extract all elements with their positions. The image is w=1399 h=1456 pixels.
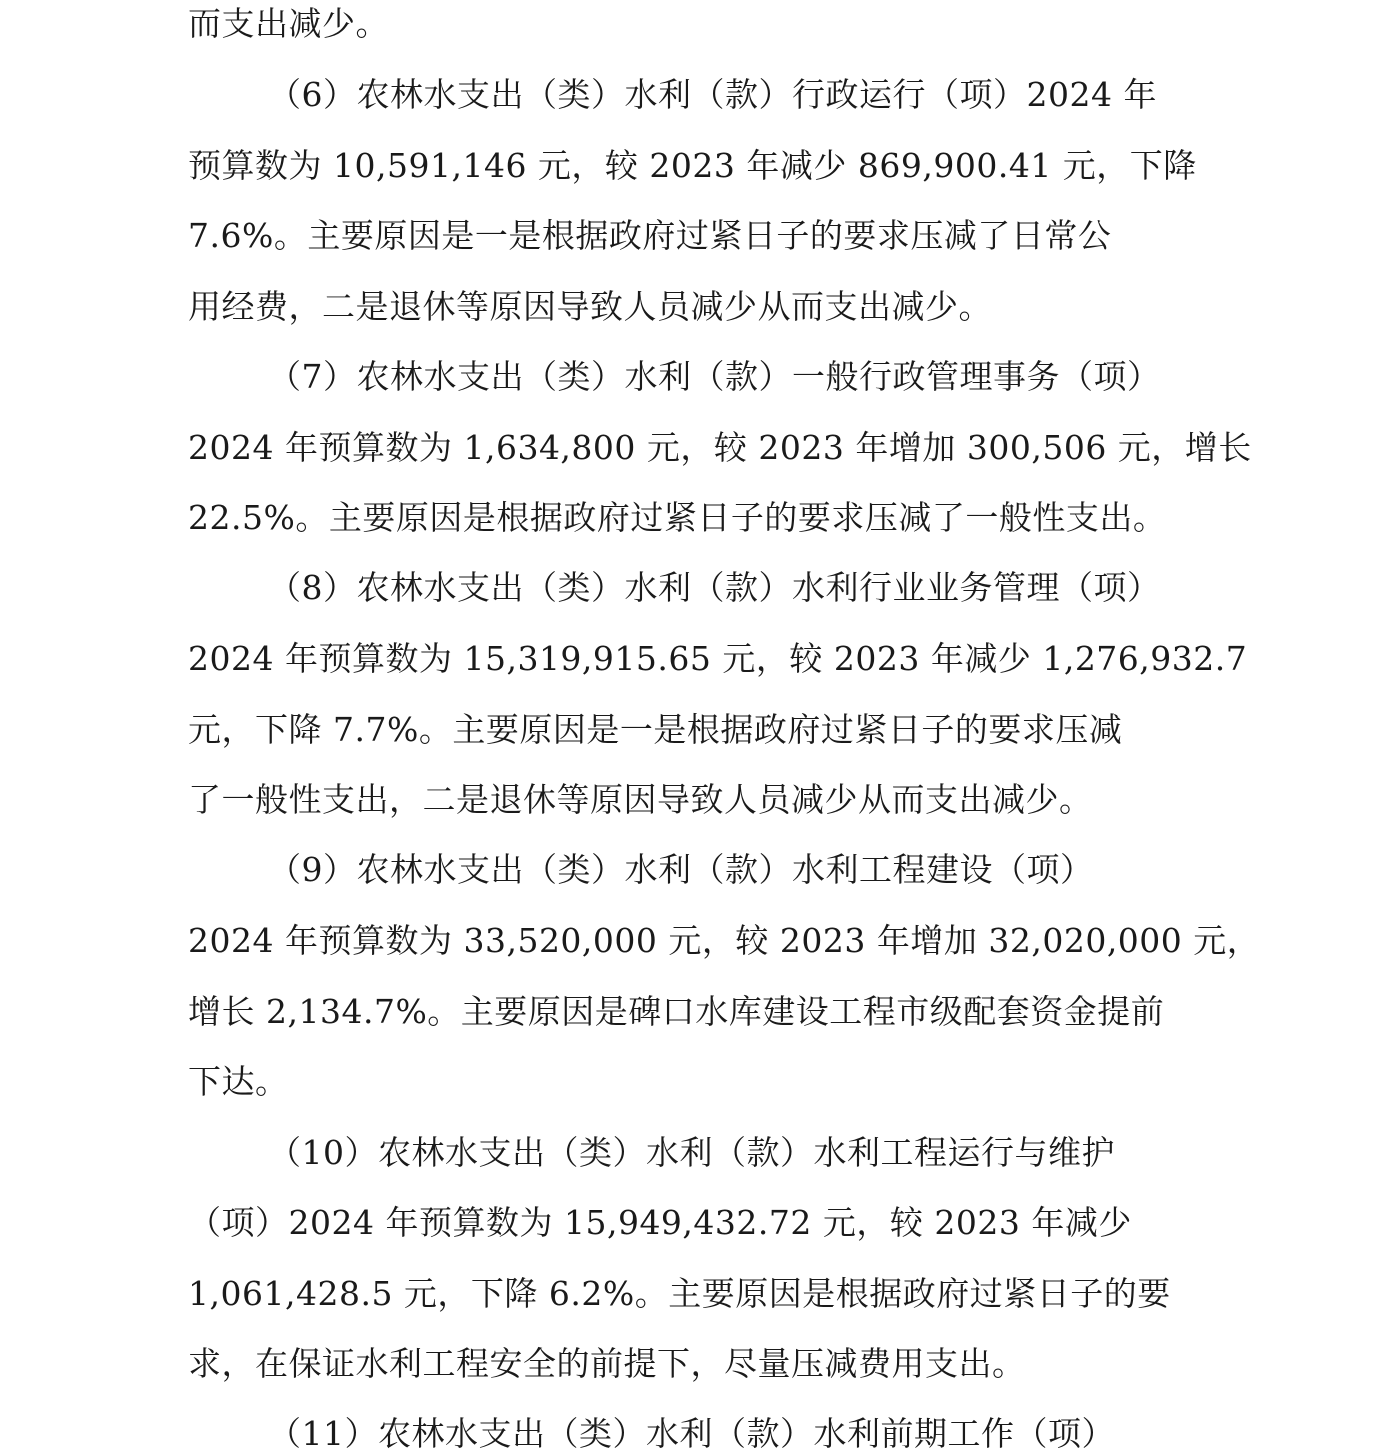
text-line-21: （11）农林水支出（类）水利（款）水利前期工作（项） — [268, 1414, 1115, 1453]
text-line-7: 2024 年预算数为 1,634,800 元，较 2023 年增加 300,506 元，增长 — [188, 428, 1252, 467]
text-line-6: （7）农林水支出（类）水利（款）一般行政管理事务（项） — [268, 357, 1161, 396]
text-line-13: （9）农林水支出（类）水利（款）水利工程建设（项） — [268, 850, 1094, 889]
text-line-19: 1,061,428.5 元，下降 6.2%。主要原因是根据政府过紧日子的要 — [188, 1274, 1171, 1313]
text-line-15: 增长 2,134.7%。主要原因是碑口水库建设工程市级配套资金提前 — [188, 992, 1165, 1031]
text-line-9: （8）农林水支出（类）水利（款）水利行业业务管理（项） — [268, 568, 1161, 607]
text-line-3: 预算数为 10,591,146 元，较 2023 年减少 869,900.41 元，下降 — [188, 146, 1197, 185]
text-line-11: 元，下降 7.7%。主要原因是一是根据政府过紧日子的要求压减 — [188, 710, 1123, 749]
text-line-16: 下达。 — [188, 1062, 289, 1101]
text-line-1: 而支出减少。 — [188, 4, 389, 43]
text-line-8: 22.5%。主要原因是根据政府过紧日子的要求压减了一般性支出。 — [188, 498, 1167, 537]
text-line-2: （6）农林水支出（类）水利（款）行政运行（项）2024 年 — [268, 75, 1157, 114]
text-line-12: 了一般性支出，二是退休等原因导致人员减少从而支出减少。 — [188, 780, 1093, 819]
text-line-4: 7.6%。主要原因是一是根据政府过紧日子的要求压减了日常公 — [188, 216, 1112, 255]
text-line-10: 2024 年预算数为 15,319,915.65 元，较 2023 年减少 1,276,932.7 — [188, 639, 1248, 678]
text-line-20: 求，在保证水利工程安全的前提下，尽量压减费用支出。 — [188, 1344, 1026, 1383]
text-line-17: （10）农林水支出（类）水利（款）水利工程运行与维护 — [268, 1133, 1115, 1172]
text-line-18: （项）2024 年预算数为 15,949,432.72 元，较 2023 年减少 — [188, 1203, 1132, 1242]
text-line-5: 用经费，二是退休等原因导致人员减少从而支出减少。 — [188, 287, 992, 326]
text-line-14: 2024 年预算数为 33,520,000 元，较 2023 年增加 32,020,000 元， — [188, 921, 1261, 960]
